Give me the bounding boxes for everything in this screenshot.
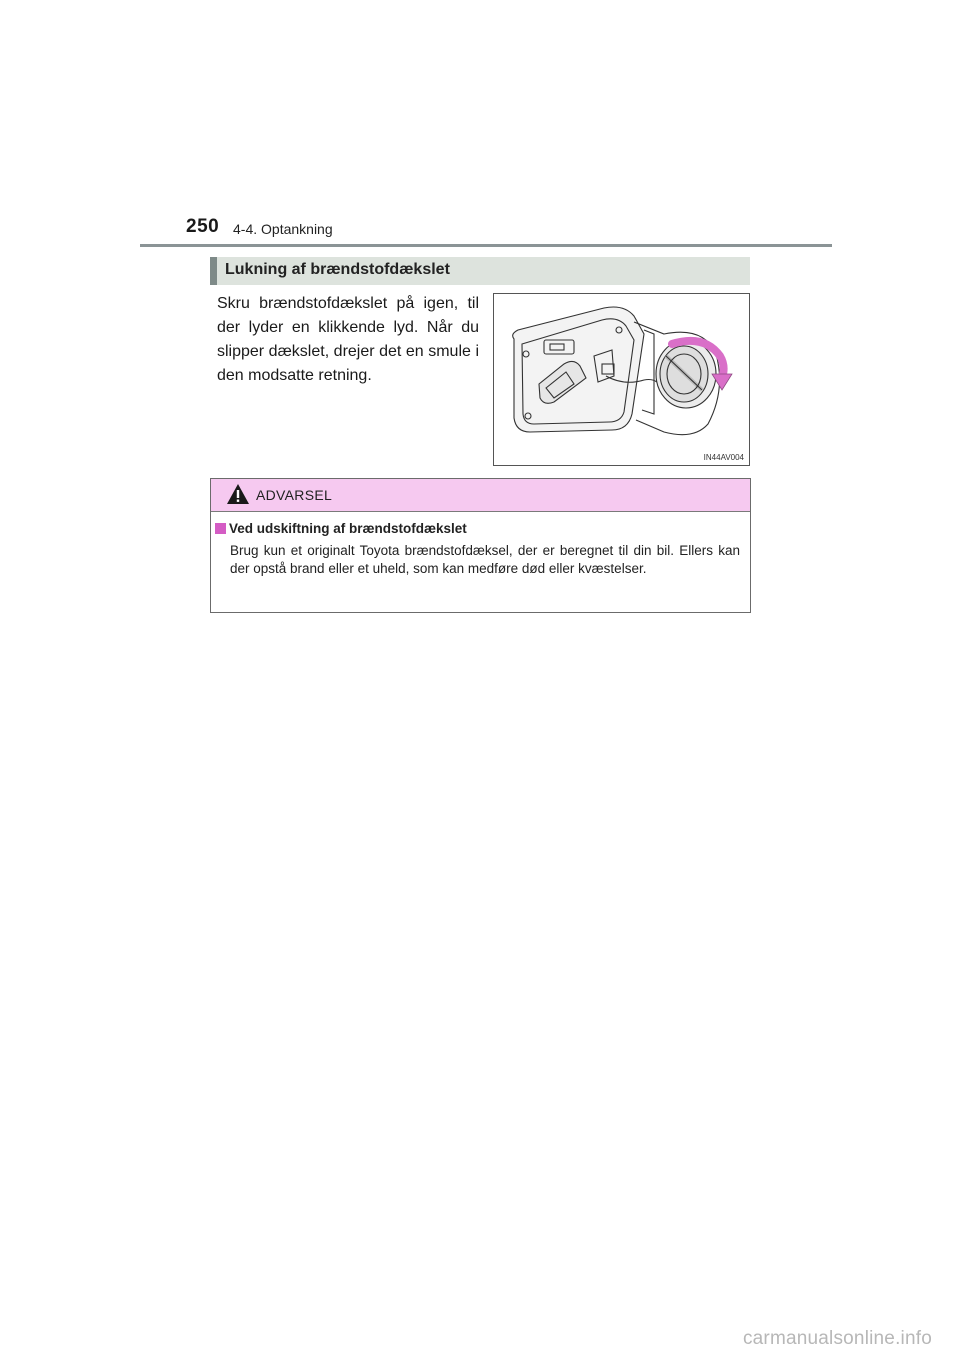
warning-header [211,479,750,512]
header-rule [140,244,832,247]
fuel-cap-illustration-icon [494,294,749,465]
section-heading [210,257,750,285]
warning-box [210,478,751,613]
warning-title: Ved udskiftning af brændstofdækslet [229,521,467,536]
warning-triangle-icon [226,483,250,505]
page-number: 250 [186,216,220,237]
warning-bullet [215,523,226,534]
chapter-title: 4-4. Optankning [233,221,333,237]
figure-id: IN44AV004 [703,453,744,462]
section-heading-text: Lukning af brændstofdækslet [225,261,450,278]
section-heading-bar [210,257,217,285]
fuel-cap-figure [493,293,750,466]
watermark: carmanualsonline.info [742,1328,932,1349]
warning-label: ADVARSEL [256,487,333,503]
warning-body: Brug kun et originalt Toyota brændstofdæksel, der er beregnet til din bil. Ellers kan der opstå brand eller et uheld, som kan medføre død eller kvæstelser. [230,543,740,576]
section-body-text: Skru brændstofdækslet på igen, til der lyder en klikkende lyd. Når du slipper dækslet, drejer det en smule i den modsatte retning. [217,295,479,384]
